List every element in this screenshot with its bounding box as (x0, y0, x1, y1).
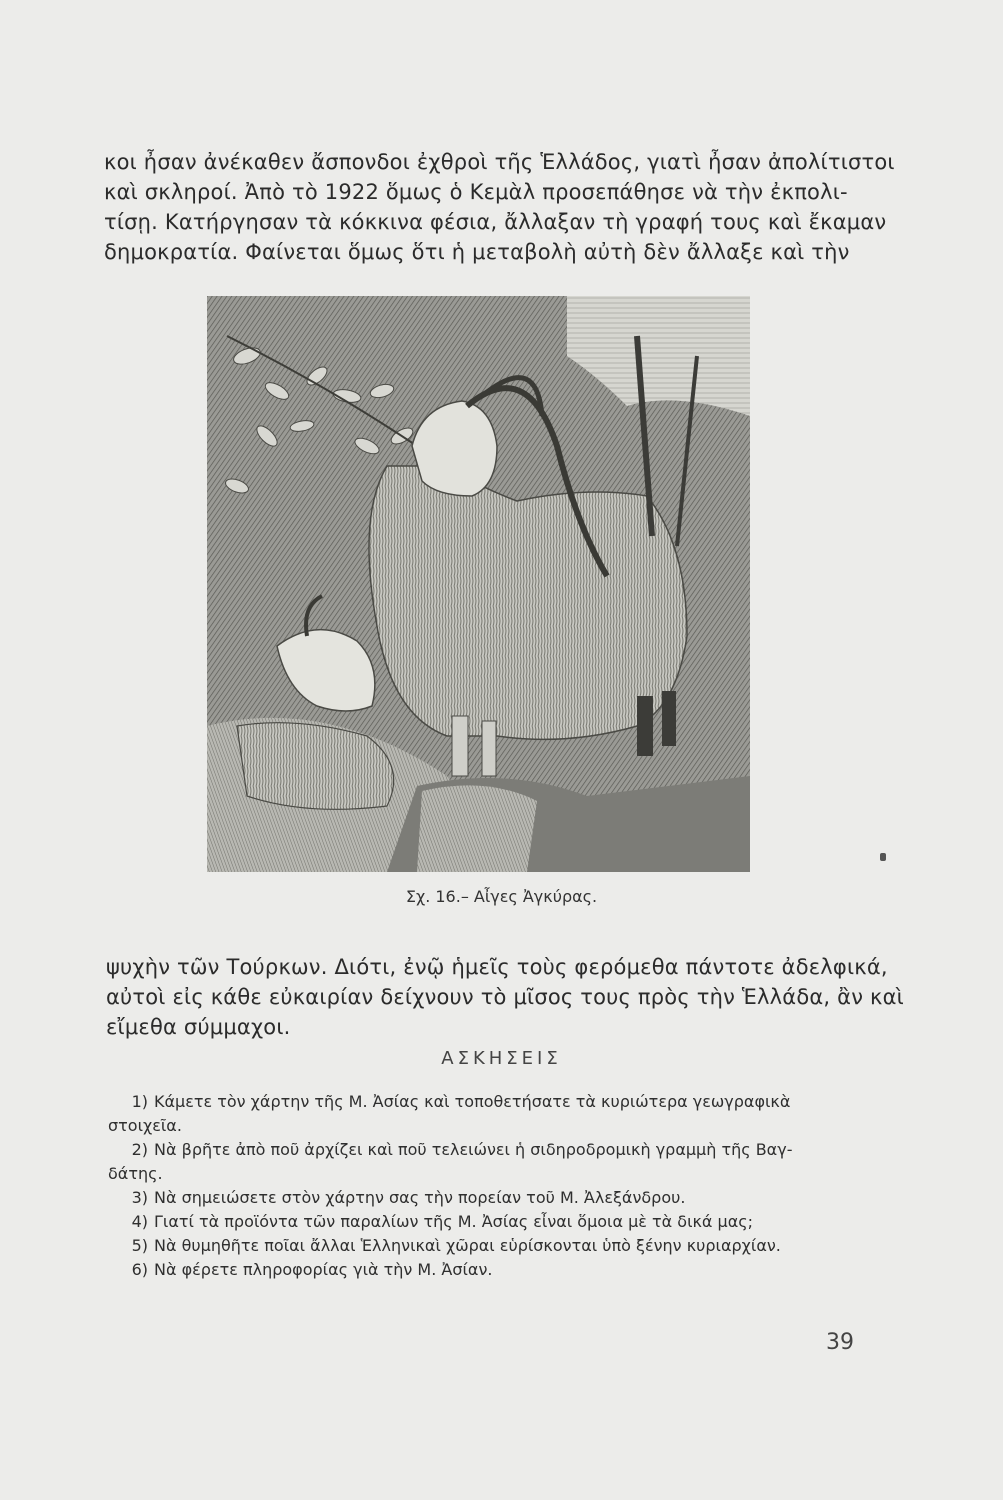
exercise-number: 2) (131, 1140, 148, 1159)
exercise-number: 6) (131, 1260, 148, 1279)
exercise-number: 1) (131, 1092, 148, 1111)
text-line: αὐτοὶ εἰς κάθε εὐκαιρίαν δείχνουν τὸ μῖσος τους πρὸς τὴν Ἑλλάδα, ἂν καὶ (106, 985, 904, 1009)
print-speck (880, 853, 886, 861)
paragraph-top (104, 147, 895, 267)
figure-caption: Σχ. 16.– Αἶγες Ἀγκύρας. (405, 887, 598, 906)
exercise-text: Γιατί τὰ προϊόντα τῶν παραλίων τῆς Μ. Ἀσίας εἶναι ὅμοια μὲ τὰ δικά μας; (154, 1212, 754, 1231)
exercise-text: Νὰ βρῆτε ἀπὸ ποῦ ἀρχίζει καὶ ποῦ τελειώνει ἡ σιδηροδρομικὴ γραμμὴ τῆς Βαγ- (154, 1140, 793, 1159)
exercise-item (108, 1138, 868, 1186)
text-line: ψυχὴν τῶν Τούρκων. Διότι, ἐνῷ ἡμεῖς τοὺς φερόμεθα πάντοτε ἀδελφικά, (106, 955, 888, 979)
exercise-continuation: δάτης. (108, 1164, 163, 1183)
exercise-item (108, 1186, 868, 1210)
exercise-item (108, 1210, 868, 1234)
text-line: κοι ἦσαν ἀνέκαθεν ἄσπονδοι ἐχθροὶ τῆς Ἑλλάδος, γιατὶ ἦσαν ἀπολίτιστοι (104, 150, 895, 174)
page-number: 39 (826, 1330, 854, 1355)
angora-goats-drawing (207, 296, 750, 872)
exercise-number: 4) (131, 1212, 148, 1231)
exercise-item (108, 1090, 868, 1138)
exercise-text: Νὰ φέρετε πληροφορίας γιὰ τὴν Μ. Ἀσίαν. (154, 1260, 493, 1279)
exercise-number: 5) (131, 1236, 148, 1255)
exercise-item (108, 1234, 868, 1258)
exercise-number: 3) (131, 1188, 148, 1207)
text-line: τίσῃ. Κατήργησαν τὰ κόκκινα φέσια, ἄλλαξαν τὴ γραφή τους καὶ ἔκαμαν (104, 210, 887, 234)
exercise-item (108, 1258, 868, 1282)
text-line: εἴμεθα σύμμαχοι. (106, 1015, 291, 1039)
paragraph-middle (106, 952, 904, 1042)
exercise-text: Κάμετε τὸν χάρτην τῆς Μ. Ἀσίας καὶ τοποθετήσατε τὰ κυριώτερα γεωγραφικὰ (154, 1092, 791, 1111)
exercise-text: Νὰ σημειώσετε στὸν χάρτην σας τὴν πορείαν τοῦ Μ. Ἀλεξάνδρου. (154, 1188, 686, 1207)
goat-engraving-illustration (207, 296, 750, 872)
exercise-continuation: στοιχεῖα. (108, 1116, 182, 1135)
exercise-text: Νὰ θυμηθῆτε ποῖαι ἄλλαι Ἑλληνικαὶ χῶραι εὑρίσκονται ὑπὸ ξένην κυριαρχίαν. (154, 1236, 781, 1255)
exercises-heading: ΑΣΚΗΣΕΙΣ (441, 1048, 562, 1069)
text-line: καὶ σκληροί. Ἀπὸ τὸ 1922 ὅμως ὁ Κεμὰλ προσεπάθησε νὰ τὴν ἐκπολι- (104, 180, 848, 204)
exercise-list (108, 1090, 868, 1282)
text-line: δημοκρατία. Φαίνεται ὅμως ὅτι ἡ μεταβολὴ αὐτὴ δὲν ἄλλαξε καὶ τὴν (104, 240, 850, 264)
